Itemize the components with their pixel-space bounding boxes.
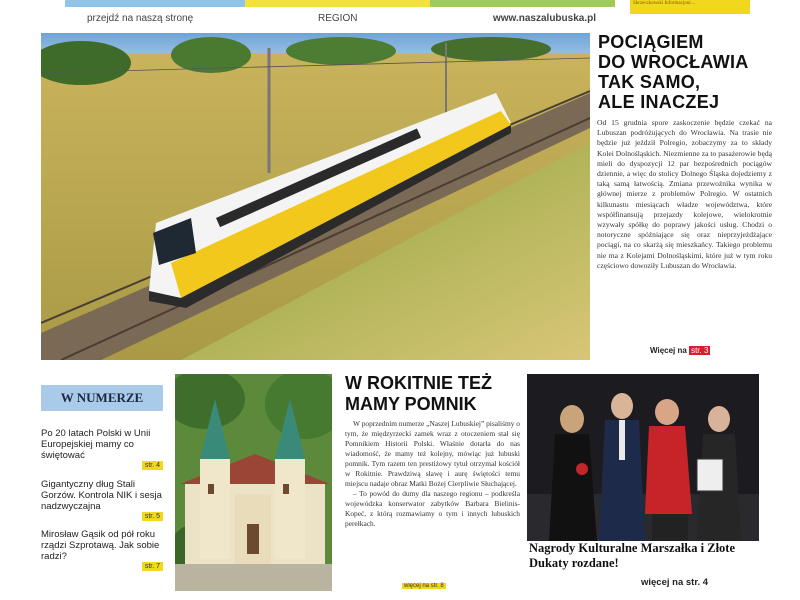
lead-title-line: ALE INACZEJ [598,92,720,112]
in-issue-item-text: Po 20 latach Polski w Unii Europejskiej mamy co świętować [41,428,151,461]
color-stripe-green [430,0,615,7]
awards-caption[interactable]: Nagrody Kulturalne Marszałka i Złote Dukaty rozdane! [529,541,736,570]
lead-article-title[interactable] [598,32,768,112]
article2-title[interactable] [345,373,525,415]
article2-title-line: W ROKITNIE TEŻ [345,373,492,393]
lead-more-page-tag: str. 3 [691,346,709,355]
in-issue-item[interactable] [41,479,163,523]
article2-title-line: MAMY POMNIK [345,394,477,414]
section-label: REGION [318,13,358,24]
church-photo [175,374,332,591]
in-issue-header: W NUMERZE [41,385,163,411]
in-issue-item-text: Mirosław Gąsik od pół roku rządzi Szprotawą. Jak sobie radzi? [41,529,160,562]
lead-article-body: Od 15 grudnia spore zaskoczenie będzie czekać na Lubuszan podróżujących do Wrocławia. Na trasie nie będzie już jeździł Polregio, zobaczymy za to składy Kolei Dolnośląskich. Niezmienne za to pasażerowie będą mieli do dyspozycji 12 par bezpośrednich pociągów dziennie, a więc do stolicy Dolnego Śląska dojedziemy z taką samą łatwością. Zmiana przewoźnika wynika w głównej mierze z problemów Polregio. W ostatnich kilkunastu miesiącach władze województwa, które współfinansują przejazdy kolejowe, wielokrotnie wzywały spółkę do poprawy jakości usług. Chodzi o notoryczne spóźniające się oraz nieprzyjeżdżające pociągi, na co skarżą się mieszkańcy. Takiego problemu nie ma z Kolejami Dolnośląskimi, które już w tym roku częściowo dowoziły Lubuszan do Wrocławia. [597,118,772,270]
in-issue-page-tag: str. 4 [142,461,163,470]
color-stripe-blue [65,0,245,7]
in-issue-item-text: Gigantyczny dług Stali Gorzów. Kontrola NIK i sesja nadzwyczajna [41,479,162,512]
article2-paragraph: – To powód do dumy dla naszego regionu – podkreśla wojewódzka konserwator zabytków Barbara Bielinis-Kopeć, z którą rozmawiamy o tym i innych lubuskich perełkach. [345,489,520,528]
website-promo-link[interactable]: przejdź na naszą stronę [87,13,194,24]
awards-photo [527,374,759,541]
lead-title-line: TAK SAMO, [598,72,701,92]
website-url-link[interactable]: www.naszalubuska.pl [493,13,596,24]
lead-more-link[interactable] [650,346,710,355]
color-stripe-yellow [245,0,430,7]
article2-body [345,419,520,529]
lead-title-line: DO WROCŁAWIA [598,52,749,72]
lead-more-text: Więcej na [650,346,687,355]
article2-more-tag[interactable]: więcej na str. 8 [404,583,444,589]
in-issue-page-tag: str. 5 [142,512,163,521]
article2-paragraph: W poprzednim numerze „Naszej Lubuskiej” pisaliśmy o tym, że międzyrzecki zamek wraz z otoczeniem stał się Pomnikiem Historii Polski. Właśnie dotarła do nas wiadomość, że mamy też kolejny, mówiąc już lubuski pomnik. Tym razem ten prestiżowy tytuł otrzymał kościół w Rokitnie. Prawdziwą sławę i aurę świętości temu miejscu nadaje obraz Matki Bożej Cierpliwie Słuchającej. [345,419,520,488]
in-issue-item[interactable] [41,428,163,472]
awards-more-link[interactable]: więcej na str. 4 [641,577,709,588]
corner-tag: Skrzeczkowski Informacjoni… [630,0,750,14]
in-issue-item[interactable] [41,529,163,573]
train-photo [41,33,590,360]
lead-title-line: POCIĄGIEM [598,32,704,52]
in-issue-page-tag: str. 7 [142,562,163,571]
